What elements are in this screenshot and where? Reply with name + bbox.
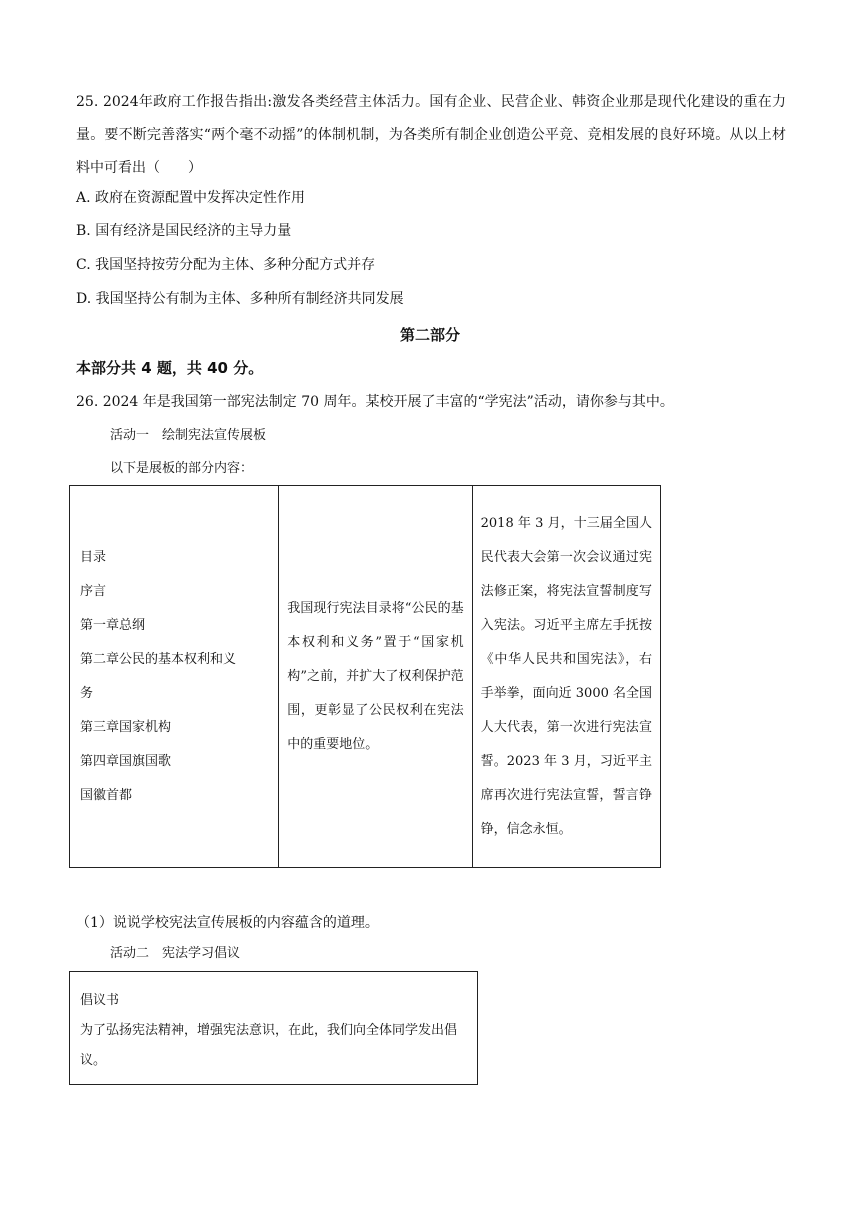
proposal-title: 倡议书 [80, 993, 120, 1008]
section-description: 本部分共 4 题，共 40 分。 [76, 359, 264, 377]
proposal-body: 为了弘扬宪法精神，增强宪法意识，在此，我们向全体同学发出倡议。 [80, 1023, 458, 1068]
proposal-box [69, 971, 478, 1085]
option-a: A. 政府在资源配置中发挥决定性作用 [76, 190, 306, 206]
activity-two-heading: 活动二 宪法学习倡议 [110, 946, 241, 961]
explanation-text: 我国现行宪法目录将“公民的基本权利和义务”置于“国家机构”之前，并扩大了权利保护范围，更彰显了公民权利在宪法中的重要地位。 [287, 600, 464, 752]
question-26-stem: 26. 2024 年是我国第一部宪法制定 70 周年。某校开展了丰富的“学宪法”活动，请你参与其中。 [76, 394, 674, 410]
contents-line: 国徽首都 [80, 787, 133, 803]
option-d: D. 我国坚持公有制为主体、多种所有制经济共同发展 [76, 291, 404, 307]
contents-line: 序言 [80, 583, 107, 599]
oath-text: 2018 年 3 月，十三届全国人民代表大会第一次会议通过宪法修正案，将宪法宣誓制度写入宪法。习近平主席左手抚按《中华人民共和国宪法》，右手举拳，面向近 3000 名全国人大代表，第一次进行宪法宣誓。2023 年 3 月，习近平主席再次进行宪法宣誓，誓言铮铮，信念永恒。 [480, 515, 653, 837]
contents-line: 目录 [80, 549, 107, 565]
activity-one-heading: 活动一 绘制宪法宣传展板 [110, 428, 267, 443]
board-column-oath [473, 486, 660, 867]
contents-line: 第二章公民的基本权利和义 [80, 651, 237, 667]
question-25-stem: 25. 2024年政府工作报告指出:激发各类经营主体活力。国有企业、民营企业、韩资企业那是现代化建设的重在力量。要不断完善落实“两个毫不动摇”的体制机制，为各类所有制企业创造公平竞、竞相发展的良好环境。从以上材料中可看出（ ） [76, 94, 786, 176]
board-column-contents [70, 486, 279, 867]
section-title: 第二部分 [399, 326, 460, 344]
option-b: B. 国有经济是国民经济的主导力量 [76, 223, 292, 239]
board-intro: 以下是展板的部分内容： [110, 461, 254, 476]
board-column-explanation [279, 486, 472, 867]
contents-line: 第四章国旗国歌 [80, 753, 172, 769]
sub-question-1: （1）说说学校宪法宣传展板的内容蕴含的道理。 [76, 915, 379, 931]
exhibition-board-table [69, 485, 661, 868]
contents-line: 第三章国家机构 [80, 719, 172, 735]
option-c: C. 我国坚持按劳分配为主体、多种分配方式并存 [76, 257, 376, 273]
contents-line: 务 [80, 685, 94, 701]
contents-line: 第一章总纲 [80, 617, 146, 633]
